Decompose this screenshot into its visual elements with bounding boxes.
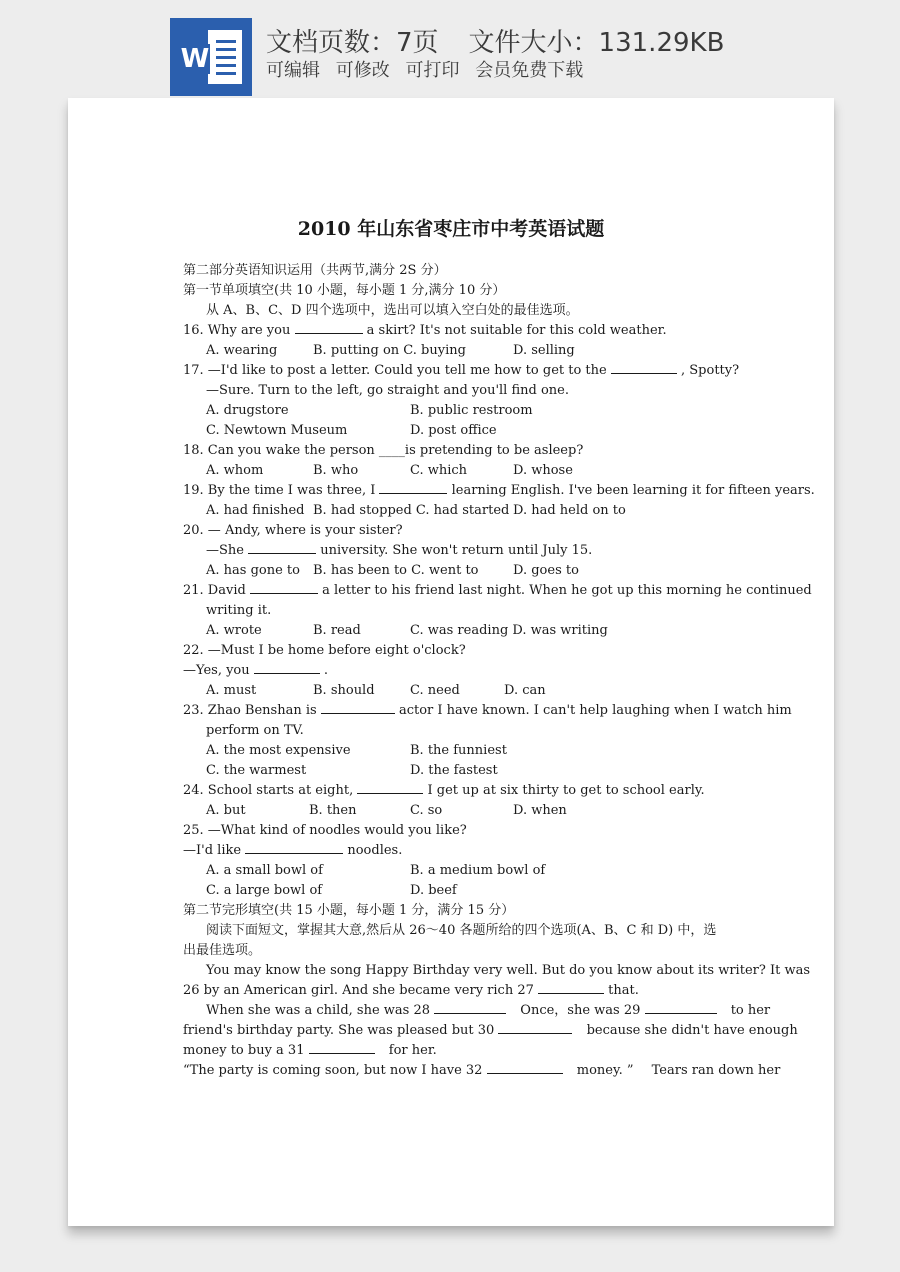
question-18: 18. Can you wake the person ____is pretending to be asleep? [183,443,584,458]
reply-22 [183,661,717,681]
options-25b [183,881,717,901]
option: A. a small bowl of [206,863,323,878]
question-text: 16. Why are you [183,323,291,338]
question-text: 23. Zhao Benshan is [183,703,317,718]
question-17 [183,361,740,381]
answer-blank [309,1041,375,1054]
passage-line: 26 by an American girl. And she became very rich 27 that. [183,983,639,998]
question-21 [183,581,812,601]
option: D. selling [513,343,575,358]
options-16 [183,341,717,361]
answer-blank [379,481,447,494]
passage-line: “The party is coming soon, but now I have 32 money. ” Tears ran down her [183,1063,781,1078]
feature-printable: 可打印 [405,60,460,81]
option: D. can [504,683,546,698]
option: C. was reading D. was writing [410,623,608,638]
reply-25 [183,841,717,861]
option: A. the most expensive [206,743,351,758]
question-23 [183,701,792,721]
options-17 [183,401,717,421]
option: C. the warmest [206,763,307,778]
answer-blank [250,581,318,594]
question-text: —Yes, you [183,663,250,678]
option: B. should [313,683,375,698]
answer-blank [245,841,343,854]
feature-editable: 可编辑 [266,60,320,81]
option: C. a large bowl of [206,883,323,898]
question-22: 22. —Must I be home before eight o'clock? [183,643,466,658]
document-title: 2010 年山东省枣庄市中考英语试题 [297,218,605,240]
options-23b [183,761,717,781]
option: B. a medium bowl of [410,863,546,878]
part-heading: 第二部分英语知识运用（共两节,满分 2S 分） [183,263,447,278]
feature-list [266,56,593,82]
option: B. public restroom [410,403,533,418]
options-23 [183,741,717,761]
answer-blank [487,1061,563,1074]
answer-blank [357,781,423,794]
file-size: 文件大小：131.29KB [468,28,725,58]
options-25 [183,861,717,881]
question-text: 24. School starts at eight, [183,783,354,798]
options-19 [183,501,717,521]
question-text: I get up at six thirty to get to school early. [427,783,705,798]
option: C. need [410,683,460,698]
option: A. whom [206,463,264,478]
word-document-icon [170,18,252,96]
question-text: a letter to his friend last night. When he got up this morning he continued [322,583,812,598]
document-body [183,261,815,1081]
option: D. beef [410,883,457,898]
option: D. goes to [513,563,579,578]
answer-blank [248,541,316,554]
option: C. so [410,803,443,818]
question-text: university. She won't return until July 15. [320,543,593,558]
instruction-2: 阅读下面短文，掌握其大意,然后从 26～40 各题所给的四个选项(A、B、C 和 D) 中，选 [206,923,717,938]
question-text: noodles. [347,843,403,858]
file-info [266,22,724,59]
option: B. has been to C. went to [313,563,479,578]
option: D. when [513,803,567,818]
passage-line: money to buy a 31 for her. [183,1043,437,1058]
question-text: 17. —I'd like to post a letter. Could you tell me how to get to the [183,363,607,378]
answer-blank [645,1001,717,1014]
question-text: actor I have known. I can't help laughing when I watch him [398,703,792,718]
option: D. post office [410,423,497,438]
option: C. Newtown Museum [206,423,348,438]
options-21 [183,621,717,641]
reply-17: —Sure. Turn to the left, go straight and you'll find one. [206,383,569,398]
option: A. but [206,803,246,818]
option: A. drugstore [206,403,289,418]
options-18 [183,461,717,481]
option: D. the fastest [410,763,498,778]
question-24 [183,781,717,801]
option: B. who [313,463,359,478]
answer-blank [434,1001,506,1014]
option: A. has gone to [206,563,300,578]
answer-blank [498,1021,572,1034]
question-21-cont: writing it. [206,603,272,618]
word-letter: W [180,44,210,74]
option: B. read [313,623,361,638]
option: C. which [410,463,468,478]
document-page [68,98,834,1226]
option: D. had held on to [513,503,626,518]
question-text: . [323,663,329,678]
answer-blank [538,981,604,994]
answer-blank [611,361,677,374]
answer-blank [295,321,363,334]
passage-line: You may know the song Happy Birthday very well. But do you know about its writer? It was [206,963,810,978]
options-20 [183,561,717,581]
answer-blank [321,701,395,714]
question-text: —She [206,543,244,558]
section-heading-2: 第二节完形填空(共 15 小题，每小题 1 分，满分 15 分） [183,903,515,918]
option: A. must [206,683,257,698]
passage-line: friend's birthday party. She was pleased but 30 because she didn't have enough [183,1023,798,1038]
option: A. wearing [206,343,278,358]
options-17b [183,421,717,441]
option: B. had stopped C. had started [313,503,510,518]
feature-free-download[interactable]: 会员免费下载 [475,60,584,81]
instruction-2-cont: 出最佳选项。 [183,943,262,958]
question-text: 21. David [183,583,246,598]
option: A. wrote [206,623,262,638]
page-count: 文档页数：7页 [266,28,439,58]
feature-modifiable: 可修改 [335,60,390,81]
options-24 [183,801,717,821]
question-text: , Spotty? [681,363,740,378]
option: D. whose [513,463,573,478]
option: B. the funniest [410,743,507,758]
question-23-cont: perform on TV. [206,723,304,738]
instruction: 从 A、B、C、D 四个选项中，选出可以填入空白处的最佳选项。 [206,303,579,318]
option: B. putting on C. buying [313,343,466,358]
download-banner [0,0,900,98]
question-16 [183,321,717,341]
passage-line: When she was a child, she was 28 Once，she was 29 to her [206,1003,771,1018]
question-text: a skirt? It's not suitable for this cold weather. [366,323,667,338]
question-19 [183,481,815,501]
question-text: learning English. I've been learning it for fifteen years. [451,483,815,498]
option: A. had finished [206,503,305,518]
section-heading: 第一节单项填空(共 10 小题，每小题 1 分,满分 10 分） [183,283,506,298]
reply-20 [183,541,717,561]
question-text: 19. By the time I was three, I [183,483,376,498]
answer-blank [254,661,320,674]
question-25: 25. —What kind of noodles would you like? [183,823,467,838]
option: B. then [309,803,357,818]
document-sheet-icon [208,30,242,84]
options-22 [183,681,717,701]
question-20: 20. — Andy, where is your sister? [183,523,403,538]
question-text: —I'd like [183,843,242,858]
